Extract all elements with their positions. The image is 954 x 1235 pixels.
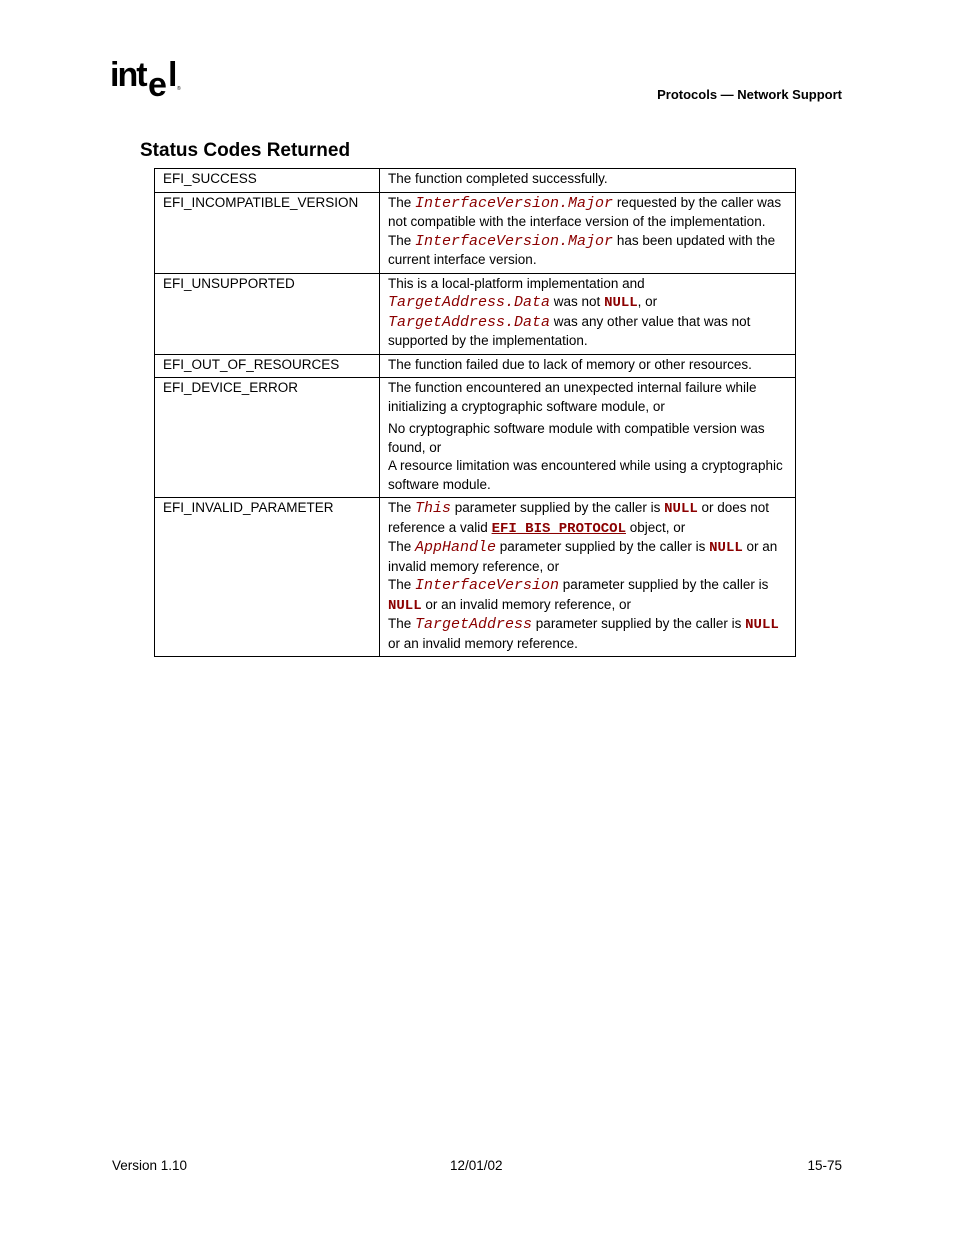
svg-text:int: int xyxy=(110,56,146,94)
status-code: EFI_SUCCESS xyxy=(155,169,380,193)
intel-logo xyxy=(110,56,184,102)
description-paragraph: The This parameter supplied by the caller is NULL or does not reference a valid EFI_BIS_PROTOCOL object, or xyxy=(388,500,770,537)
table-row xyxy=(155,354,796,378)
description-paragraph: The InterfaceVersion parameter supplied by the caller is NULL or an invalid memory reference, or xyxy=(388,577,769,614)
status-description: The function failed due to lack of memory or other resources. xyxy=(380,354,796,378)
code-reference: AppHandle xyxy=(415,539,497,556)
status-description xyxy=(380,378,796,498)
status-description: The function completed successfully. xyxy=(380,169,796,193)
status-code: EFI_INVALID_PARAMETER xyxy=(155,498,380,657)
description-paragraph: A resource limitation was encountered while using a cryptographic software module. xyxy=(388,458,783,492)
code-reference: This xyxy=(415,500,452,517)
code-reference: InterfaceVersion.Major xyxy=(415,194,614,212)
svg-text:e: e xyxy=(148,66,165,102)
table-row xyxy=(155,273,796,354)
description-paragraph: No cryptographic software module with compatible version was found, or xyxy=(388,421,765,455)
svg-text:®: ® xyxy=(177,86,181,92)
null-keyword: NULL xyxy=(388,597,422,614)
description-paragraph: The TargetAddress parameter supplied by the caller is NULL or an invalid memory reference. xyxy=(388,616,779,651)
code-reference: InterfaceVersion.Major xyxy=(415,232,614,250)
null-keyword: NULL xyxy=(604,295,638,311)
null-keyword: NULL xyxy=(745,617,779,633)
null-keyword: NULL xyxy=(709,540,743,556)
description-paragraph: The AppHandle parameter supplied by the caller is NULL or an invalid memory reference, or xyxy=(388,539,778,574)
status-code: EFI_INCOMPATIBLE_VERSION xyxy=(155,192,380,273)
table-row xyxy=(155,378,796,498)
code-reference: TargetAddress.Data xyxy=(388,313,551,331)
null-keyword: NULL xyxy=(664,501,698,517)
status-code: EFI_OUT_OF_RESOURCES xyxy=(155,354,380,378)
code-reference: TargetAddress.Data xyxy=(388,294,551,311)
section-title: Status Codes Returned xyxy=(140,140,351,161)
table-row xyxy=(155,498,796,657)
footer-date: 12/01/02 xyxy=(450,1158,503,1173)
table-row xyxy=(155,169,796,193)
svg-text:l: l xyxy=(168,56,178,94)
status-code: EFI_UNSUPPORTED xyxy=(155,273,380,354)
footer-version: Version 1.10 xyxy=(112,1158,188,1173)
status-description xyxy=(380,498,796,657)
status-codes-table xyxy=(154,168,796,657)
status-description: The InterfaceVersion.Major requested by the caller was not compatible with the interface version of the implementation. The InterfaceVersion.Major has been updated with the current interface version. xyxy=(380,192,796,273)
code-reference: TargetAddress xyxy=(415,616,533,633)
footer-page-number: 15-75 xyxy=(807,1158,842,1173)
status-description: This is a local-platform implementation and TargetAddress.Data was not NULL, or TargetAddress.Data was any other value that was not supported by the implementation. xyxy=(380,273,796,354)
status-code: EFI_DEVICE_ERROR xyxy=(155,378,380,498)
code-reference: InterfaceVersion xyxy=(415,577,560,594)
protocol-link[interactable]: EFI_BIS_PROTOCOL xyxy=(491,520,626,537)
description-paragraph: The function encountered an unexpected internal failure while initializing a cryptographic software module, or xyxy=(388,380,757,414)
running-header: Protocols — Network Support xyxy=(657,87,842,102)
table-row xyxy=(155,192,796,273)
